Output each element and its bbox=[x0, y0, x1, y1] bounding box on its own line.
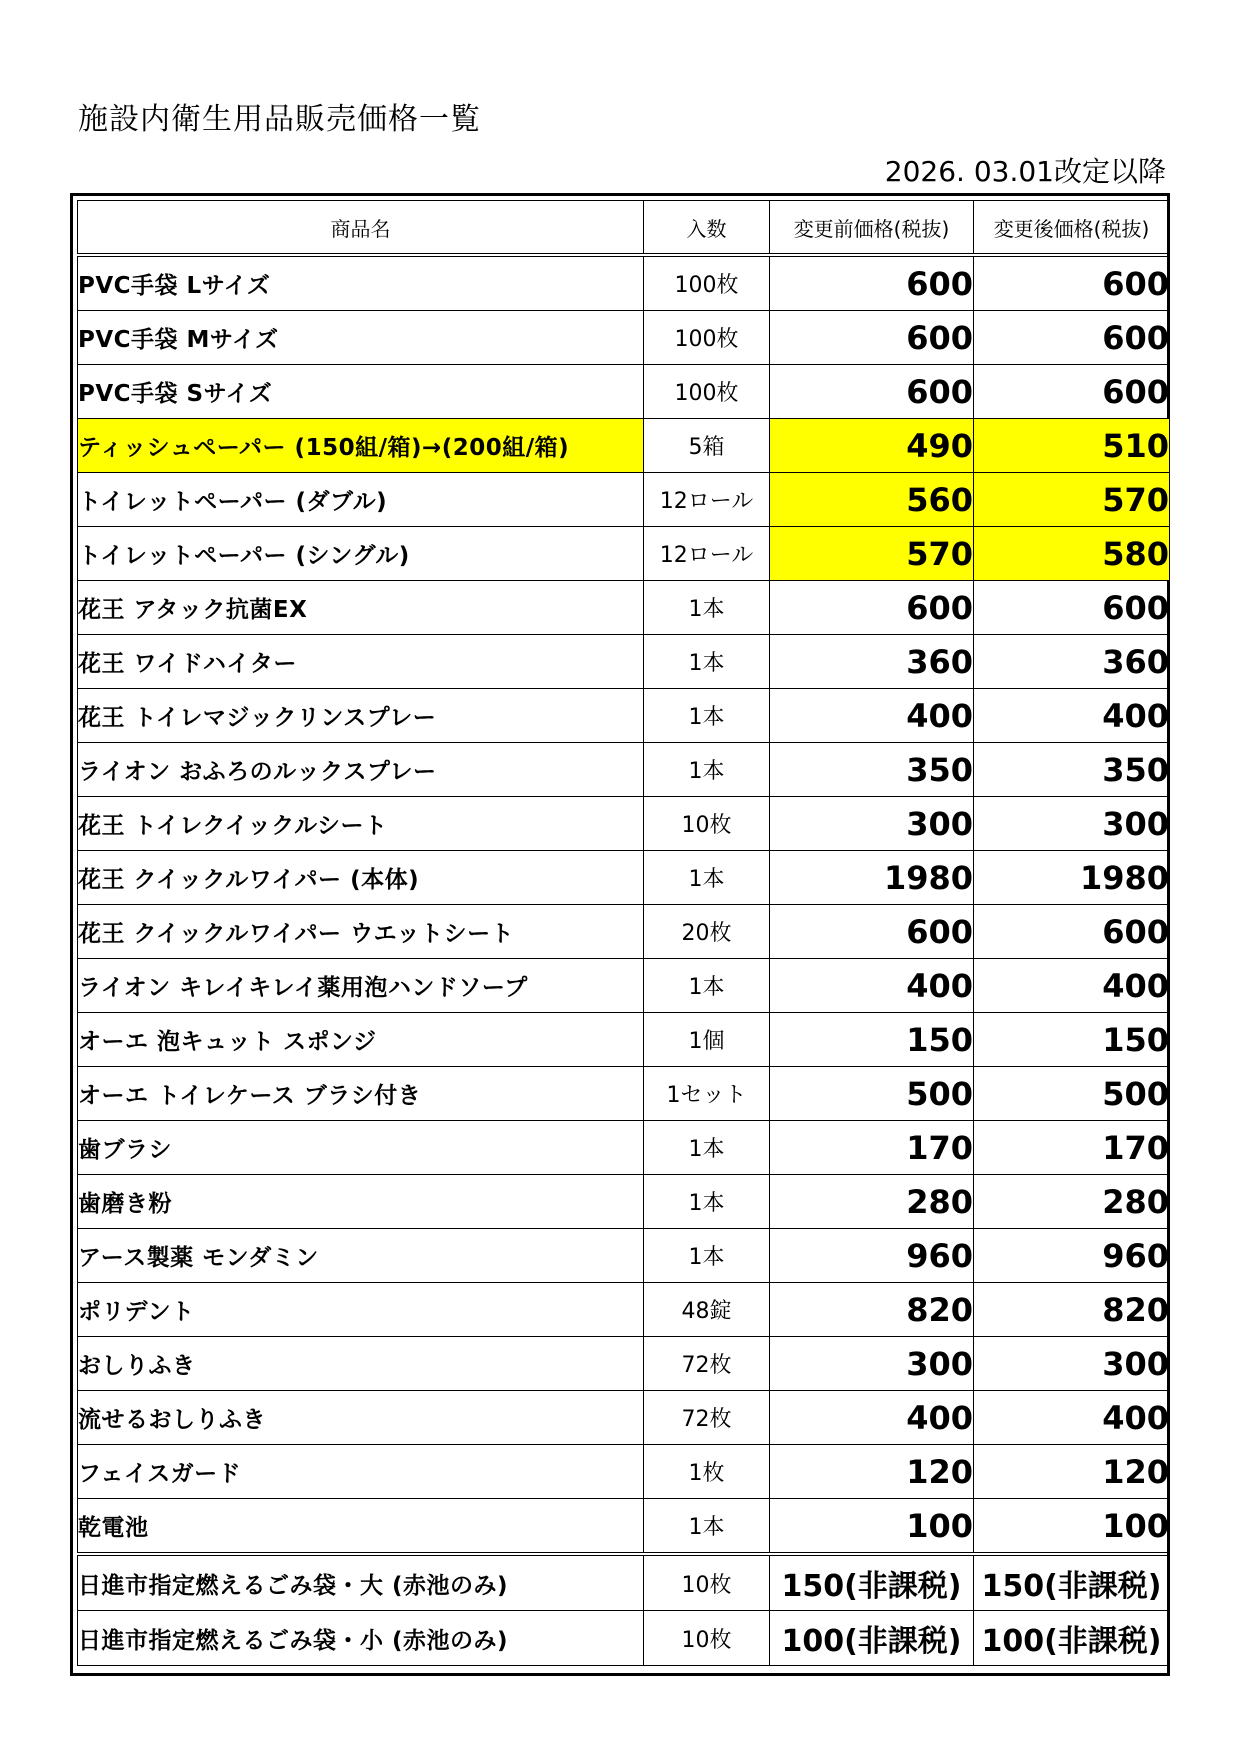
price-after: 100 bbox=[974, 1499, 1170, 1555]
product-name: 花王 アタック抗菌EX bbox=[78, 581, 644, 635]
product-name: トイレットペーパー (ダブル) bbox=[78, 473, 644, 527]
price-after: 100(非課税) bbox=[974, 1611, 1170, 1666]
header-price-before: 変更前価格(税抜) bbox=[770, 201, 974, 256]
price-after: 400 bbox=[974, 959, 1170, 1013]
price-after: 350 bbox=[974, 743, 1170, 797]
product-name: ポリデント bbox=[78, 1283, 644, 1337]
table-row bbox=[78, 1229, 1170, 1283]
price-before: 600 bbox=[770, 255, 974, 311]
price-before: 960 bbox=[770, 1229, 974, 1283]
price-before: 400 bbox=[770, 959, 974, 1013]
quantity: 72枚 bbox=[644, 1391, 770, 1445]
table-row bbox=[78, 959, 1170, 1013]
table-row bbox=[78, 1283, 1170, 1337]
product-name: トイレットペーパー (シングル) bbox=[78, 527, 644, 581]
quantity: 1枚 bbox=[644, 1445, 770, 1499]
price-before: 600 bbox=[770, 581, 974, 635]
product-name: ティッシュペーパー (150組/箱)→(200組/箱) bbox=[78, 419, 644, 473]
price-before: 360 bbox=[770, 635, 974, 689]
page-title: 施設内衛生用品販売価格一覧 bbox=[78, 102, 481, 137]
table-row bbox=[78, 1337, 1170, 1391]
quantity: 20枚 bbox=[644, 905, 770, 959]
price-after: 600 bbox=[974, 365, 1170, 419]
price-after: 150(非課税) bbox=[974, 1554, 1170, 1611]
product-name: オーエ 泡キュット スポンジ bbox=[78, 1013, 644, 1067]
table-row bbox=[78, 1121, 1170, 1175]
price-before: 560 bbox=[770, 473, 974, 527]
header-quantity: 入数 bbox=[644, 201, 770, 256]
quantity: 48錠 bbox=[644, 1283, 770, 1337]
price-before: 150(非課税) bbox=[770, 1554, 974, 1611]
quantity: 5箱 bbox=[644, 419, 770, 473]
quantity: 1本 bbox=[644, 1175, 770, 1229]
product-name: ライオン おふろのルックスプレー bbox=[78, 743, 644, 797]
table-row bbox=[78, 1391, 1170, 1445]
price-before: 570 bbox=[770, 527, 974, 581]
product-name: 花王 トイレマジックリンスプレー bbox=[78, 689, 644, 743]
quantity: 72枚 bbox=[644, 1337, 770, 1391]
price-before: 170 bbox=[770, 1121, 974, 1175]
table-row bbox=[78, 635, 1170, 689]
product-name: 歯磨き粉 bbox=[78, 1175, 644, 1229]
product-name: ライオン キレイキレイ薬用泡ハンドソープ bbox=[78, 959, 644, 1013]
price-before: 120 bbox=[770, 1445, 974, 1499]
product-name: PVC手袋 Lサイズ bbox=[78, 255, 644, 311]
price-after: 600 bbox=[974, 905, 1170, 959]
quantity: 10枚 bbox=[644, 797, 770, 851]
quantity: 12ロール bbox=[644, 473, 770, 527]
quantity: 1本 bbox=[644, 851, 770, 905]
product-name: 花王 ワイドハイター bbox=[78, 635, 644, 689]
table-row bbox=[78, 473, 1170, 527]
price-before: 600 bbox=[770, 905, 974, 959]
price-after: 400 bbox=[974, 689, 1170, 743]
table-row bbox=[78, 1013, 1170, 1067]
price-after: 510 bbox=[974, 419, 1170, 473]
price-after: 400 bbox=[974, 1391, 1170, 1445]
quantity: 1本 bbox=[644, 743, 770, 797]
product-name: 花王 クイックルワイパー (本体) bbox=[78, 851, 644, 905]
price-before: 400 bbox=[770, 689, 974, 743]
price-after: 170 bbox=[974, 1121, 1170, 1175]
product-name: 日進市指定燃えるごみ袋・小 (赤池のみ) bbox=[78, 1611, 644, 1666]
table-row bbox=[78, 851, 1170, 905]
table-row bbox=[78, 255, 1170, 311]
quantity: 1本 bbox=[644, 1499, 770, 1555]
table-row bbox=[78, 527, 1170, 581]
quantity: 1本 bbox=[644, 1229, 770, 1283]
product-name: 歯ブラシ bbox=[78, 1121, 644, 1175]
price-after: 820 bbox=[974, 1283, 1170, 1337]
price-after: 1980 bbox=[974, 851, 1170, 905]
table-row bbox=[78, 1445, 1170, 1499]
price-before: 150 bbox=[770, 1013, 974, 1067]
price-after: 120 bbox=[974, 1445, 1170, 1499]
price-after: 570 bbox=[974, 473, 1170, 527]
table-row bbox=[78, 581, 1170, 635]
table-row bbox=[78, 365, 1170, 419]
table-header-row bbox=[78, 201, 1170, 256]
product-name: 日進市指定燃えるごみ袋・大 (赤池のみ) bbox=[78, 1554, 644, 1611]
price-before: 100 bbox=[770, 1499, 974, 1555]
garbage-bags-body bbox=[78, 1554, 1170, 1666]
table-row bbox=[78, 1554, 1170, 1611]
product-name: オーエ トイレケース ブラシ付き bbox=[78, 1067, 644, 1121]
price-before: 1980 bbox=[770, 851, 974, 905]
price-after: 360 bbox=[974, 635, 1170, 689]
price-before: 300 bbox=[770, 797, 974, 851]
price-after: 150 bbox=[974, 1013, 1170, 1067]
table-row bbox=[78, 1499, 1170, 1555]
price-after: 500 bbox=[974, 1067, 1170, 1121]
table-row bbox=[78, 1611, 1170, 1666]
product-name: アース製薬 モンダミン bbox=[78, 1229, 644, 1283]
price-after: 300 bbox=[974, 797, 1170, 851]
table-row bbox=[78, 689, 1170, 743]
price-after: 960 bbox=[974, 1229, 1170, 1283]
price-before: 820 bbox=[770, 1283, 974, 1337]
price-before: 350 bbox=[770, 743, 974, 797]
quantity: 100枚 bbox=[644, 255, 770, 311]
quantity: 1本 bbox=[644, 581, 770, 635]
quantity: 1セット bbox=[644, 1067, 770, 1121]
price-before: 600 bbox=[770, 311, 974, 365]
price-before: 280 bbox=[770, 1175, 974, 1229]
price-after: 600 bbox=[974, 311, 1170, 365]
quantity: 100枚 bbox=[644, 365, 770, 419]
price-before: 300 bbox=[770, 1337, 974, 1391]
price-table bbox=[77, 200, 1170, 1666]
quantity: 1本 bbox=[644, 959, 770, 1013]
product-name: PVC手袋 Sサイズ bbox=[78, 365, 644, 419]
price-before: 500 bbox=[770, 1067, 974, 1121]
price-before: 600 bbox=[770, 365, 974, 419]
table-row bbox=[78, 1175, 1170, 1229]
price-table-frame bbox=[70, 193, 1170, 1676]
table-row bbox=[78, 743, 1170, 797]
quantity: 10枚 bbox=[644, 1554, 770, 1611]
table-row bbox=[78, 311, 1170, 365]
quantity: 100枚 bbox=[644, 311, 770, 365]
product-name: PVC手袋 Mサイズ bbox=[78, 311, 644, 365]
quantity: 12ロール bbox=[644, 527, 770, 581]
price-after: 600 bbox=[974, 255, 1170, 311]
product-name: 乾電池 bbox=[78, 1499, 644, 1555]
quantity: 1本 bbox=[644, 635, 770, 689]
product-name: おしりふき bbox=[78, 1337, 644, 1391]
table-row bbox=[78, 419, 1170, 473]
quantity: 10枚 bbox=[644, 1611, 770, 1666]
items-body bbox=[78, 255, 1170, 1554]
product-name: 流せるおしりふき bbox=[78, 1391, 644, 1445]
quantity: 1本 bbox=[644, 689, 770, 743]
price-after: 580 bbox=[974, 527, 1170, 581]
table-row bbox=[78, 1067, 1170, 1121]
product-name: フェイスガード bbox=[78, 1445, 644, 1499]
price-before: 400 bbox=[770, 1391, 974, 1445]
table-row bbox=[78, 905, 1170, 959]
price-after: 300 bbox=[974, 1337, 1170, 1391]
price-before: 100(非課税) bbox=[770, 1611, 974, 1666]
header-price-after: 変更後価格(税抜) bbox=[974, 201, 1170, 256]
quantity: 1個 bbox=[644, 1013, 770, 1067]
price-before: 490 bbox=[770, 419, 974, 473]
header-product-name: 商品名 bbox=[78, 201, 644, 256]
price-after: 280 bbox=[974, 1175, 1170, 1229]
table-row bbox=[78, 797, 1170, 851]
quantity: 1本 bbox=[644, 1121, 770, 1175]
product-name: 花王 トイレクイックルシート bbox=[78, 797, 644, 851]
product-name: 花王 クイックルワイパー ウエットシート bbox=[78, 905, 644, 959]
revision-date: 2026. 03.01改定以降 bbox=[884, 155, 1166, 188]
price-after: 600 bbox=[974, 581, 1170, 635]
